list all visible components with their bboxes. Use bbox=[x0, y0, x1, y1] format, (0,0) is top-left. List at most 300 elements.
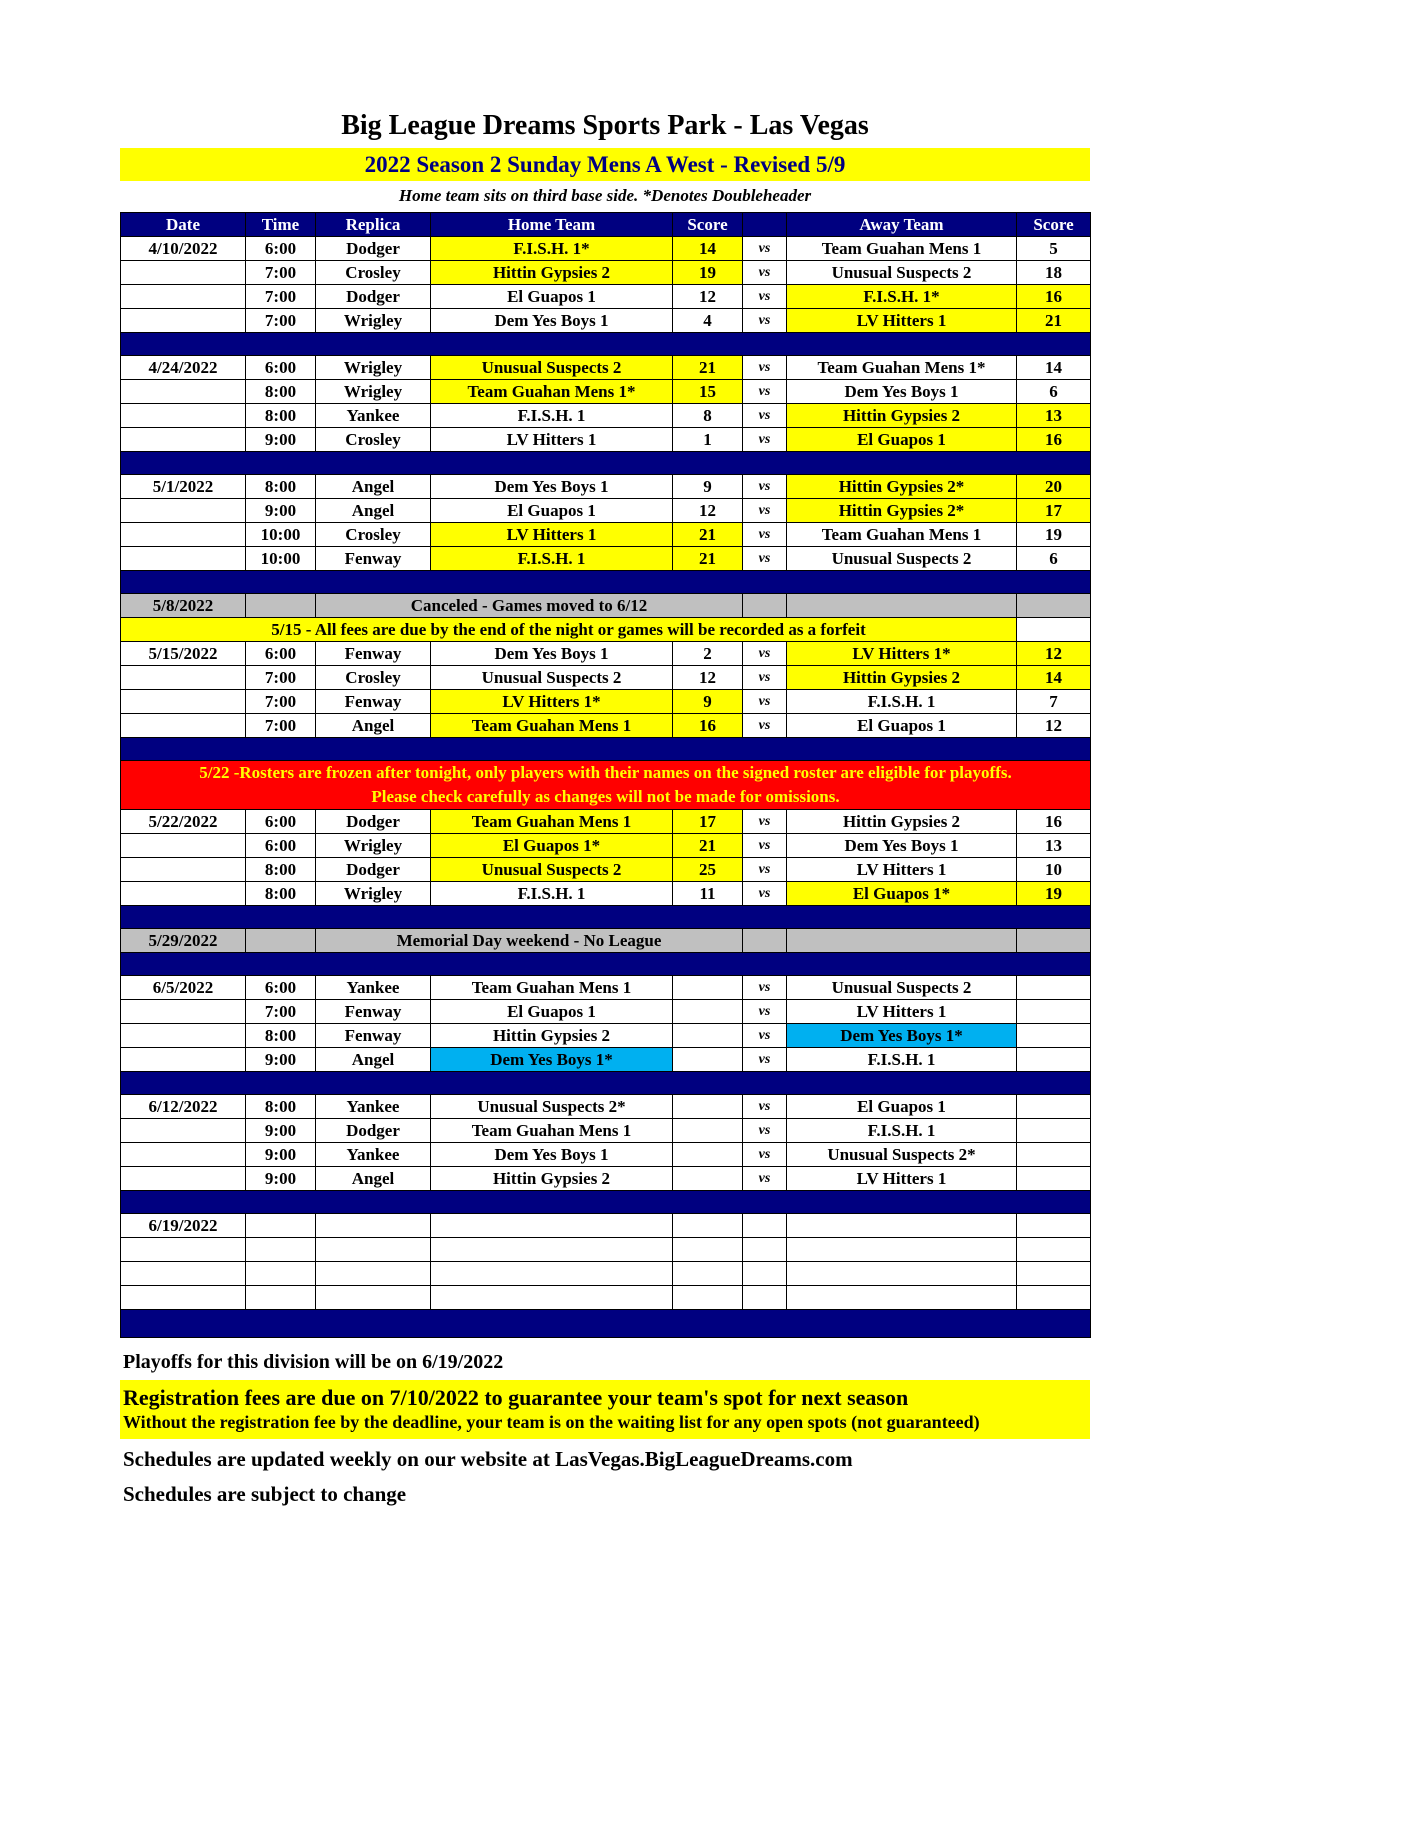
schedule-row-separator bbox=[121, 738, 1091, 761]
replica-cell: Fenway bbox=[316, 547, 431, 571]
away-team-cell: F.I.S.H. 1* bbox=[787, 285, 1017, 309]
notice-line: 5/22 -Rosters are frozen after tonight, only players with their names on the signed roster are eligible for playoffs. bbox=[199, 763, 1012, 782]
schedule-row-game bbox=[121, 834, 1091, 858]
schedule-row-game bbox=[121, 1119, 1091, 1143]
time-cell: 7:00 bbox=[246, 261, 316, 285]
date-cell bbox=[121, 1143, 246, 1167]
replica-cell: Dodger bbox=[316, 858, 431, 882]
home-team-cell: Unusual Suspects 2 bbox=[431, 858, 673, 882]
away-score-cell: 19 bbox=[1017, 523, 1091, 547]
away-score-cell: 6 bbox=[1017, 380, 1091, 404]
schedule-row-separator-bottom bbox=[121, 1310, 1091, 1338]
vs-label: vs bbox=[743, 690, 787, 714]
away-team-cell: F.I.S.H. 1 bbox=[787, 1048, 1017, 1072]
schedule-row-game bbox=[121, 690, 1091, 714]
vs-label: vs bbox=[743, 666, 787, 690]
away-team-cell: El Guapos 1 bbox=[787, 1095, 1017, 1119]
home-team-cell: Hittin Gypsies 2 bbox=[431, 1167, 673, 1191]
schedule-row-game bbox=[121, 356, 1091, 380]
header-home-team: Home Team bbox=[431, 213, 673, 237]
time-cell: 9:00 bbox=[246, 499, 316, 523]
vs-cell bbox=[743, 929, 787, 953]
vs-label: vs bbox=[743, 1095, 787, 1119]
time-cell: 9:00 bbox=[246, 1048, 316, 1072]
away-score-cell bbox=[1017, 976, 1091, 1000]
time-cell: 7:00 bbox=[246, 1000, 316, 1024]
date-cell bbox=[121, 1048, 246, 1072]
vs-label: vs bbox=[743, 882, 787, 906]
date-cell bbox=[121, 285, 246, 309]
time-cell: 8:00 bbox=[246, 404, 316, 428]
away-team-cell: LV Hitters 1 bbox=[787, 1000, 1017, 1024]
away-score-cell: 17 bbox=[1017, 499, 1091, 523]
schedule-row-game bbox=[121, 1167, 1091, 1191]
home-score-cell bbox=[673, 1214, 743, 1238]
date-cell bbox=[121, 834, 246, 858]
replica-cell bbox=[316, 1262, 431, 1286]
schedule-row-game bbox=[121, 976, 1091, 1000]
time-cell: 7:00 bbox=[246, 285, 316, 309]
away-team-cell: Hittin Gypsies 2 bbox=[787, 666, 1017, 690]
away-team-cell: El Guapos 1 bbox=[787, 428, 1017, 452]
schedule-row-notice-gray bbox=[121, 929, 1091, 953]
home-score-cell: 16 bbox=[673, 714, 743, 738]
vs-label: vs bbox=[743, 976, 787, 1000]
schedule-row-game bbox=[121, 237, 1091, 261]
vs-label: vs bbox=[743, 237, 787, 261]
replica-cell: Fenway bbox=[316, 1024, 431, 1048]
time-cell bbox=[246, 929, 316, 953]
playoffs-note: Playoffs for this division will be on 6/19/2022 bbox=[123, 1351, 504, 1373]
home-score-cell: 12 bbox=[673, 666, 743, 690]
schedule-row-notice-gray bbox=[121, 594, 1091, 618]
date-cell bbox=[121, 1238, 246, 1262]
vs-label: vs bbox=[743, 642, 787, 666]
schedule-row-game bbox=[121, 428, 1091, 452]
away-score-cell: 6 bbox=[1017, 547, 1091, 571]
schedule-row-empty bbox=[121, 1238, 1091, 1262]
away-score-cell bbox=[1017, 1119, 1091, 1143]
home-score-cell: 12 bbox=[673, 285, 743, 309]
replica-cell: Dodger bbox=[316, 237, 431, 261]
schedule-row-game bbox=[121, 261, 1091, 285]
time-cell bbox=[246, 1238, 316, 1262]
vs-label: vs bbox=[743, 1024, 787, 1048]
away-score-cell bbox=[1017, 1214, 1091, 1238]
vs-label: vs bbox=[743, 309, 787, 333]
page-title: Big League Dreams Sports Park - Las Vegas bbox=[341, 110, 869, 141]
date-cell bbox=[121, 547, 246, 571]
schedule-row-game bbox=[121, 1143, 1091, 1167]
time-cell: 6:00 bbox=[246, 976, 316, 1000]
away-team-cell: Unusual Suspects 2* bbox=[787, 1143, 1017, 1167]
time-cell: 9:00 bbox=[246, 1167, 316, 1191]
schedule-row-game bbox=[121, 547, 1091, 571]
away-score-cell bbox=[1017, 1238, 1091, 1262]
away-score-cell bbox=[1017, 1048, 1091, 1072]
away-score-cell bbox=[1017, 1000, 1091, 1024]
separator-bar bbox=[121, 1310, 1091, 1338]
home-team-cell: LV Hitters 1 bbox=[431, 428, 673, 452]
away-score-cell: 13 bbox=[1017, 834, 1091, 858]
header-time: Time bbox=[246, 213, 316, 237]
replica-cell: Angel bbox=[316, 1048, 431, 1072]
time-cell bbox=[246, 1286, 316, 1310]
schedule-row-game bbox=[121, 858, 1091, 882]
vs-label: vs bbox=[743, 858, 787, 882]
date-cell bbox=[121, 499, 246, 523]
home-team-cell bbox=[431, 1238, 673, 1262]
separator-bar bbox=[121, 333, 1091, 356]
time-cell: 8:00 bbox=[246, 858, 316, 882]
schedule-row-separator bbox=[121, 1072, 1091, 1095]
notice-text: 5/15 - All fees are due by the end of the night or games will be recorded as a forfeit bbox=[121, 618, 1017, 642]
time-cell: 8:00 bbox=[246, 1095, 316, 1119]
replica-cell bbox=[316, 1286, 431, 1310]
replica-cell: Angel bbox=[316, 1167, 431, 1191]
vs-label: vs bbox=[743, 523, 787, 547]
date-cell bbox=[121, 714, 246, 738]
away-team-cell: El Guapos 1* bbox=[787, 882, 1017, 906]
home-score-cell: 17 bbox=[673, 810, 743, 834]
home-team-cell: Dem Yes Boys 1 bbox=[431, 1143, 673, 1167]
replica-cell bbox=[316, 1214, 431, 1238]
home-team-cell: F.I.S.H. 1 bbox=[431, 882, 673, 906]
home-team-note: Home team sits on third base side. *Denotes Doubleheader bbox=[398, 186, 812, 205]
replica-cell: Fenway bbox=[316, 642, 431, 666]
date-cell bbox=[121, 404, 246, 428]
schedule-row-separator bbox=[121, 906, 1091, 929]
separator-bar bbox=[121, 953, 1091, 976]
home-team-cell: Unusual Suspects 2 bbox=[431, 356, 673, 380]
schedule-table bbox=[120, 212, 1091, 1338]
date-cell bbox=[121, 428, 246, 452]
away-team-cell: LV Hitters 1 bbox=[787, 1167, 1017, 1191]
schedule-row-game bbox=[121, 1000, 1091, 1024]
time-cell: 9:00 bbox=[246, 1143, 316, 1167]
replica-cell: Dodger bbox=[316, 285, 431, 309]
away-score-cell: 16 bbox=[1017, 810, 1091, 834]
time-cell: 6:00 bbox=[246, 356, 316, 380]
vs-cell bbox=[743, 1262, 787, 1286]
home-score-cell: 1 bbox=[673, 428, 743, 452]
home-team-cell: Dem Yes Boys 1* bbox=[431, 1048, 673, 1072]
header-away-team: Away Team bbox=[787, 213, 1017, 237]
home-team-cell: Dem Yes Boys 1 bbox=[431, 309, 673, 333]
schedule-row-game bbox=[121, 499, 1091, 523]
time-cell bbox=[246, 1262, 316, 1286]
vs-cell bbox=[743, 1238, 787, 1262]
home-team-cell: El Guapos 1 bbox=[431, 1000, 673, 1024]
home-team-cell: F.I.S.H. 1* bbox=[431, 237, 673, 261]
home-score-cell: 9 bbox=[673, 690, 743, 714]
away-team-cell bbox=[787, 1214, 1017, 1238]
replica-cell: Wrigley bbox=[316, 309, 431, 333]
away-score-cell bbox=[1017, 618, 1091, 642]
vs-cell bbox=[743, 594, 787, 618]
time-cell: 9:00 bbox=[246, 1119, 316, 1143]
away-team-cell: Hittin Gypsies 2 bbox=[787, 404, 1017, 428]
separator-bar bbox=[121, 906, 1091, 929]
away-score-cell bbox=[1017, 1095, 1091, 1119]
date-cell bbox=[121, 882, 246, 906]
date-cell: 5/22/2022 bbox=[121, 810, 246, 834]
time-cell: 8:00 bbox=[246, 882, 316, 906]
time-cell: 7:00 bbox=[246, 714, 316, 738]
schedule-row-separator bbox=[121, 571, 1091, 594]
vs-label: vs bbox=[743, 1000, 787, 1024]
home-team-cell: F.I.S.H. 1 bbox=[431, 404, 673, 428]
away-team-cell: F.I.S.H. 1 bbox=[787, 1119, 1017, 1143]
time-cell: 7:00 bbox=[246, 666, 316, 690]
home-score-cell: 14 bbox=[673, 237, 743, 261]
home-score-cell: 11 bbox=[673, 882, 743, 906]
date-cell bbox=[121, 1167, 246, 1191]
home-team-cell: Unusual Suspects 2* bbox=[431, 1095, 673, 1119]
date-cell bbox=[121, 1024, 246, 1048]
away-score-cell: 16 bbox=[1017, 285, 1091, 309]
away-team-cell: Team Guahan Mens 1 bbox=[787, 523, 1017, 547]
away-score-cell bbox=[1017, 1143, 1091, 1167]
home-score-cell: 21 bbox=[673, 547, 743, 571]
schedule-row-notice-red bbox=[121, 761, 1091, 810]
date-cell bbox=[121, 1262, 246, 1286]
replica-cell: Crosley bbox=[316, 261, 431, 285]
home-team-cell: Hittin Gypsies 2 bbox=[431, 1024, 673, 1048]
away-score-cell: 12 bbox=[1017, 714, 1091, 738]
home-team-cell: Unusual Suspects 2 bbox=[431, 666, 673, 690]
away-score-cell: 13 bbox=[1017, 404, 1091, 428]
away-score-cell: 18 bbox=[1017, 261, 1091, 285]
header-away-score: Score bbox=[1017, 213, 1091, 237]
separator-bar bbox=[121, 452, 1091, 475]
vs-label: vs bbox=[743, 547, 787, 571]
date-cell: 4/24/2022 bbox=[121, 356, 246, 380]
home-team-cell bbox=[431, 1262, 673, 1286]
vs-label: vs bbox=[743, 475, 787, 499]
away-score-cell: 20 bbox=[1017, 475, 1091, 499]
replica-cell: Crosley bbox=[316, 523, 431, 547]
sheet-content bbox=[120, 110, 1090, 1507]
home-team-cell: LV Hitters 1 bbox=[431, 523, 673, 547]
schedule-row-game bbox=[121, 523, 1091, 547]
home-team-cell: F.I.S.H. 1 bbox=[431, 547, 673, 571]
away-team-cell bbox=[787, 1286, 1017, 1310]
away-score-cell: 21 bbox=[1017, 309, 1091, 333]
home-score-cell: 21 bbox=[673, 356, 743, 380]
replica-cell: Crosley bbox=[316, 428, 431, 452]
vs-label: vs bbox=[743, 285, 787, 309]
home-score-cell: 15 bbox=[673, 380, 743, 404]
time-cell: 8:00 bbox=[246, 475, 316, 499]
time-cell: 10:00 bbox=[246, 547, 316, 571]
replica-cell bbox=[316, 1238, 431, 1262]
time-cell: 7:00 bbox=[246, 690, 316, 714]
home-score-cell bbox=[673, 1024, 743, 1048]
date-cell bbox=[121, 309, 246, 333]
replica-cell: Angel bbox=[316, 714, 431, 738]
date-cell: 5/8/2022 bbox=[121, 594, 246, 618]
schedule-row-separator bbox=[121, 452, 1091, 475]
schedule-row-separator bbox=[121, 333, 1091, 356]
vs-label: vs bbox=[743, 1048, 787, 1072]
away-team-cell: Hittin Gypsies 2* bbox=[787, 475, 1017, 499]
vs-cell bbox=[743, 1286, 787, 1310]
away-team-cell: LV Hitters 1 bbox=[787, 309, 1017, 333]
away-score-cell bbox=[1017, 594, 1091, 618]
vs-label: vs bbox=[743, 1167, 787, 1191]
home-team-cell: El Guapos 1 bbox=[431, 285, 673, 309]
replica-cell: Fenway bbox=[316, 1000, 431, 1024]
away-team-cell: Team Guahan Mens 1 bbox=[787, 237, 1017, 261]
away-score-cell bbox=[1017, 1262, 1091, 1286]
vs-label: vs bbox=[743, 714, 787, 738]
away-team-cell: Dem Yes Boys 1 bbox=[787, 834, 1017, 858]
date-cell: 5/1/2022 bbox=[121, 475, 246, 499]
schedule-row-game bbox=[121, 404, 1091, 428]
away-team-cell: Unusual Suspects 2 bbox=[787, 261, 1017, 285]
away-team-cell: Unusual Suspects 2 bbox=[787, 547, 1017, 571]
schedule-row-game bbox=[121, 475, 1091, 499]
replica-cell: Yankee bbox=[316, 1095, 431, 1119]
away-team-cell: Dem Yes Boys 1* bbox=[787, 1024, 1017, 1048]
date-cell: 6/19/2022 bbox=[121, 1214, 246, 1238]
notice-text: Canceled - Games moved to 6/12 bbox=[316, 594, 743, 618]
date-cell bbox=[121, 1286, 246, 1310]
date-cell: 5/29/2022 bbox=[121, 929, 246, 953]
home-score-cell bbox=[673, 1000, 743, 1024]
home-score-cell: 12 bbox=[673, 499, 743, 523]
home-score-cell bbox=[673, 1286, 743, 1310]
schedule-row-empty bbox=[121, 1214, 1091, 1238]
replica-cell: Dodger bbox=[316, 1119, 431, 1143]
home-team-cell: Hittin Gypsies 2 bbox=[431, 261, 673, 285]
date-cell bbox=[121, 261, 246, 285]
home-score-cell bbox=[673, 976, 743, 1000]
header-home-score: Score bbox=[673, 213, 743, 237]
schedule-header-row bbox=[121, 213, 1091, 237]
home-score-cell: 19 bbox=[673, 261, 743, 285]
time-cell bbox=[246, 1214, 316, 1238]
date-cell: 6/12/2022 bbox=[121, 1095, 246, 1119]
away-team-cell: LV Hitters 1* bbox=[787, 642, 1017, 666]
home-score-cell bbox=[673, 1048, 743, 1072]
notice-line: Please check carefully as changes will not be made for omissions. bbox=[371, 787, 840, 806]
schedule-row-game bbox=[121, 285, 1091, 309]
home-team-cell bbox=[431, 1214, 673, 1238]
schedule-row-game bbox=[121, 1095, 1091, 1119]
replica-cell: Wrigley bbox=[316, 380, 431, 404]
away-team-cell bbox=[787, 1262, 1017, 1286]
away-score-cell: 12 bbox=[1017, 642, 1091, 666]
away-team-cell: El Guapos 1 bbox=[787, 714, 1017, 738]
schedule-row-game bbox=[121, 714, 1091, 738]
header-vs bbox=[743, 213, 787, 237]
vs-label: vs bbox=[743, 1119, 787, 1143]
waiting-list-line: Without the registration fee by the deadline, your team is on the waiting list for any open spots (not guaranteed) bbox=[123, 1412, 980, 1432]
vs-label: vs bbox=[743, 1143, 787, 1167]
away-score-cell: 16 bbox=[1017, 428, 1091, 452]
schedule-row-game bbox=[121, 309, 1091, 333]
home-score-cell bbox=[673, 1167, 743, 1191]
away-score-cell bbox=[1017, 929, 1091, 953]
replica-cell: Crosley bbox=[316, 666, 431, 690]
home-team-cell: El Guapos 1* bbox=[431, 834, 673, 858]
header-replica: Replica bbox=[316, 213, 431, 237]
time-cell: 9:00 bbox=[246, 428, 316, 452]
home-team-cell: LV Hitters 1* bbox=[431, 690, 673, 714]
home-team-cell bbox=[431, 1286, 673, 1310]
away-team-cell bbox=[787, 929, 1017, 953]
schedule-row-game bbox=[121, 380, 1091, 404]
away-score-cell: 5 bbox=[1017, 237, 1091, 261]
home-team-cell: Dem Yes Boys 1 bbox=[431, 642, 673, 666]
away-score-cell: 7 bbox=[1017, 690, 1091, 714]
away-team-cell: Hittin Gypsies 2* bbox=[787, 499, 1017, 523]
home-score-cell: 4 bbox=[673, 309, 743, 333]
replica-cell: Yankee bbox=[316, 976, 431, 1000]
time-cell: 8:00 bbox=[246, 380, 316, 404]
home-score-cell: 9 bbox=[673, 475, 743, 499]
header-date: Date bbox=[121, 213, 246, 237]
schedule-table-body bbox=[121, 237, 1091, 1338]
schedule-row-separator bbox=[121, 1191, 1091, 1214]
home-score-cell bbox=[673, 1095, 743, 1119]
separator-bar bbox=[121, 1191, 1091, 1214]
schedule-row-game bbox=[121, 1024, 1091, 1048]
schedule-row-game bbox=[121, 810, 1091, 834]
home-team-cell: Team Guahan Mens 1 bbox=[431, 810, 673, 834]
time-cell: 6:00 bbox=[246, 834, 316, 858]
home-score-cell: 2 bbox=[673, 642, 743, 666]
schedule-row-game bbox=[121, 666, 1091, 690]
away-team-cell: Team Guahan Mens 1* bbox=[787, 356, 1017, 380]
replica-cell: Angel bbox=[316, 499, 431, 523]
away-team-cell: Unusual Suspects 2 bbox=[787, 976, 1017, 1000]
date-cell bbox=[121, 523, 246, 547]
date-cell bbox=[121, 1000, 246, 1024]
away-team-cell: F.I.S.H. 1 bbox=[787, 690, 1017, 714]
away-score-cell: 19 bbox=[1017, 882, 1091, 906]
time-cell: 7:00 bbox=[246, 309, 316, 333]
time-cell: 6:00 bbox=[246, 237, 316, 261]
time-cell: 10:00 bbox=[246, 523, 316, 547]
away-team-cell bbox=[787, 1238, 1017, 1262]
schedule-row-game bbox=[121, 642, 1091, 666]
schedule-row-separator bbox=[121, 953, 1091, 976]
replica-cell: Wrigley bbox=[316, 882, 431, 906]
registration-banner bbox=[120, 1380, 1090, 1439]
schedule-row-game bbox=[121, 882, 1091, 906]
vs-label: vs bbox=[743, 356, 787, 380]
home-score-cell bbox=[673, 1238, 743, 1262]
vs-label: vs bbox=[743, 499, 787, 523]
home-team-cell: El Guapos 1 bbox=[431, 499, 673, 523]
away-score-cell bbox=[1017, 1024, 1091, 1048]
vs-label: vs bbox=[743, 428, 787, 452]
replica-cell: Dodger bbox=[316, 810, 431, 834]
date-cell: 6/5/2022 bbox=[121, 976, 246, 1000]
home-team-cell: Team Guahan Mens 1* bbox=[431, 380, 673, 404]
replica-cell: Yankee bbox=[316, 1143, 431, 1167]
replica-cell: Fenway bbox=[316, 690, 431, 714]
away-team-cell: Dem Yes Boys 1 bbox=[787, 380, 1017, 404]
time-cell: 8:00 bbox=[246, 1024, 316, 1048]
schedule-row-notice-yellow bbox=[121, 618, 1091, 642]
home-score-cell: 8 bbox=[673, 404, 743, 428]
schedule-row-empty bbox=[121, 1262, 1091, 1286]
website-line: Schedules are updated weekly on our website at LasVegas.BigLeagueDreams.com bbox=[123, 1447, 853, 1471]
